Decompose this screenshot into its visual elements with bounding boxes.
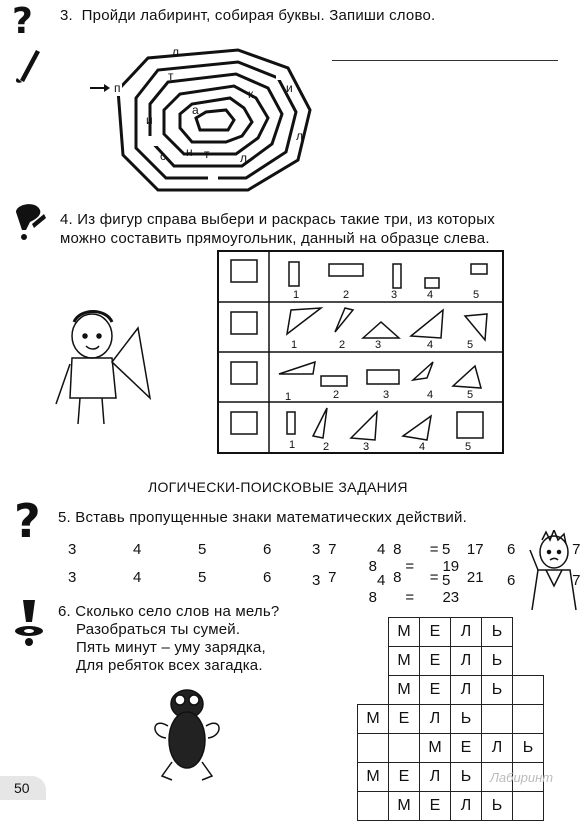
svg-text:4: 4 (419, 441, 426, 453)
svg-text:1: 1 (291, 339, 298, 351)
svg-text:2: 2 (323, 441, 330, 453)
maze-letter: п (114, 81, 121, 95)
page-number: 50 (0, 776, 46, 800)
maze-letter: л (172, 45, 180, 59)
brush-icon (14, 44, 44, 84)
answer-line (332, 60, 558, 61)
svg-text:4: 4 (427, 289, 434, 301)
section-title: ЛОГИЧЕСКИ-ПОИСКОВЫЕ ЗАДАНИЯ (148, 479, 408, 495)
question-pencil-icon: ? (12, 1, 33, 42)
svg-text:3: 3 (383, 389, 390, 401)
task4-text: 4. Из фигур справа выбери и раскрась такие три, из которых можно составить прямоугольник, данный на образце слева. (60, 211, 495, 247)
svg-text:2: 2 (333, 389, 340, 401)
equation-2: 3 4 5 6 7 8 = 19 (312, 541, 581, 575)
question-icon: ? (14, 494, 41, 548)
svg-text:5: 5 (467, 389, 474, 401)
maze-letter: л (296, 129, 304, 143)
maze-letter: и (146, 113, 153, 127)
svg-text:3: 3 (391, 289, 398, 301)
maze (88, 40, 328, 200)
svg-text:1: 1 (285, 391, 292, 403)
svg-text:2: 2 (343, 289, 350, 301)
maze-letter: т (168, 69, 174, 83)
svg-text:5: 5 (467, 339, 474, 351)
task6-poem: 6. Сколько село слов на мель? Разобраться ты сумей. Пять минут – уму зарядка, Для ребяток всех загадка. (58, 603, 280, 674)
maze-letter: с (160, 149, 166, 163)
svg-text:5: 5 (465, 441, 472, 453)
shapes-grid (217, 250, 504, 454)
task5-text: 5. Вставь пропущенные знаки математических действий. (58, 509, 467, 526)
maze-letter: а (192, 103, 199, 117)
equation-4: 3 4 5 6 7 8 = 23 (312, 572, 581, 606)
exclamation-icon (14, 598, 44, 648)
svg-text:2: 2 (339, 339, 346, 351)
maze-letter: т (204, 147, 210, 161)
boy-illustration (50, 298, 160, 428)
thinking-boy-illustration (526, 530, 582, 610)
svg-text:3: 3 (363, 441, 370, 453)
fly-illustration (148, 676, 226, 784)
svg-text:1: 1 (289, 439, 296, 451)
svg-text:1: 1 (293, 289, 300, 301)
svg-text:4: 4 (427, 389, 434, 401)
maze-letter: л (240, 151, 248, 165)
maze-letter: н (186, 145, 193, 159)
equation-1: 3 4 5 6 7 8 = 17 (68, 541, 484, 558)
maze-letter: к (248, 87, 254, 101)
watermark: Лабиринт (490, 770, 554, 785)
pencil-icon (12, 202, 46, 242)
word-grid: М Е Л Ь М Е Л Ь М Е Л Ь М Е Л Ь М Е Л Ь М Е Л Ь М Е Л Ь (357, 617, 544, 821)
equation-3: 3 4 5 6 7 8 = 21 (68, 569, 484, 586)
svg-text:5: 5 (473, 289, 480, 301)
maze-letter: и (286, 81, 293, 95)
task3-text: 3. Пройди лабиринт, собирая буквы. Запиши слово. (60, 7, 436, 24)
svg-text:4: 4 (427, 339, 434, 351)
svg-text:3: 3 (375, 339, 382, 351)
